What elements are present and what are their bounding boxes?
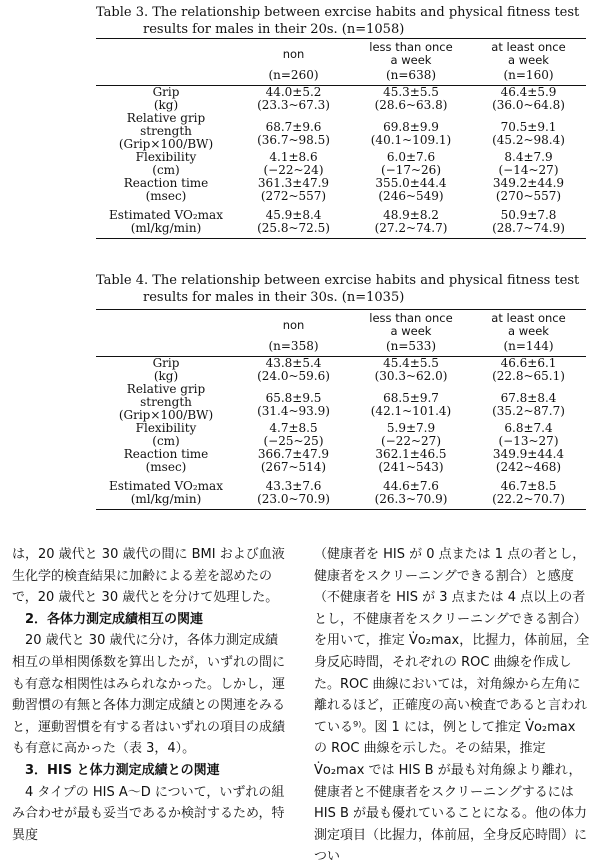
- table-4-caption-line1: Table 4. The relationship between exrcise habits and physical fitness test: [96, 273, 580, 288]
- table-row: [96, 383, 586, 422]
- table-3-grid: [96, 39, 586, 85]
- table-4-header-non: non: [282, 318, 305, 332]
- table-4-count-row: [96, 338, 586, 356]
- table-cell: 50.9±7.8 (28.7~74.9): [492, 208, 565, 235]
- table-cell: 44.0±5.2 (23.3~67.3): [257, 85, 330, 112]
- table-4-caption: [96, 272, 586, 306]
- table-cell: 366.7±47.9 (267~514): [257, 447, 330, 474]
- table-cell: 45.4±5.5 (30.3~62.0): [374, 356, 448, 383]
- table-cell: 43.3±7.6 (23.0~70.9): [257, 479, 330, 506]
- table-row: [96, 474, 586, 506]
- table-4-caption-line2: results for males in their 30s. (n=1035): [143, 290, 405, 305]
- row-label: Grip (kg): [152, 356, 180, 383]
- table-3-body: [96, 86, 586, 235]
- table-cell: 349.2±44.9 (270~557): [492, 176, 565, 203]
- table-cell: 355.0±44.4 (246~549): [375, 176, 447, 203]
- table-4-body: [96, 357, 586, 506]
- table-cell: 349.9±44.4 (242~468): [492, 447, 565, 474]
- table-cell: 5.9±7.9 (−22~27): [380, 421, 441, 448]
- table-4: [96, 272, 586, 510]
- table-row: [96, 151, 586, 177]
- row-label: Estimated VO₂max (ml/kg/min): [109, 479, 223, 506]
- section-heading: 2．各体力測定成績相互の関連: [12, 611, 204, 627]
- row-label: Estimated VO₂max (ml/kg/min): [109, 208, 223, 235]
- table-4-header-least: at least once a week: [491, 311, 566, 338]
- table-3-count: (n=160): [503, 68, 554, 82]
- row-label: Reaction time (msec): [123, 447, 209, 474]
- row-label: Relative grip strength (Grip×100/BW): [118, 111, 214, 151]
- right-column: [314, 544, 592, 868]
- table-3-caption-line1: Table 3. The relationship between exrcise habits and physical fitness test: [96, 5, 580, 20]
- table-3-caption-line2: results for males in their 20s. (n=1058): [143, 22, 405, 37]
- table-cell: 45.3±5.5 (28.6~63.8): [374, 85, 448, 112]
- table-3-count-row: [96, 67, 586, 85]
- table-row: [96, 422, 586, 448]
- row-label: Relative grip strength (Grip×100/BW): [118, 382, 214, 422]
- table-cell: 67.8±8.4 (35.2~87.7): [492, 391, 565, 418]
- row-label: Flexibility (cm): [135, 421, 197, 448]
- table-cell: 48.9±8.2 (27.2~74.7): [374, 208, 448, 235]
- paragraph: 4 タイプの HIS A～D について，いずれの組み合わせが最も妥当であるか検討するため，特異度: [12, 784, 285, 843]
- table-4-count: (n=144): [503, 339, 554, 353]
- table-cell: 361.3±47.9 (272~557): [257, 176, 330, 203]
- table-3-header-non: non: [282, 47, 305, 61]
- table-3-header-less: less than once a week: [369, 40, 453, 67]
- table-3-count: (n=638): [385, 68, 437, 82]
- table-cell: 46.4±5.9 (36.0~64.8): [492, 85, 565, 112]
- table-cell: 69.8±9.9 (40.1~109.1): [370, 120, 452, 147]
- table-cell: 4.1±8.6 (−22~24): [263, 150, 324, 177]
- table-cell: 70.5±9.1 (45.2~98.4): [492, 120, 565, 147]
- table-row: [96, 357, 586, 383]
- table-row: [96, 448, 586, 474]
- table-cell: 46.6±6.1 (22.8~65.1): [492, 356, 565, 383]
- table-4-header-less: less than once a week: [369, 311, 453, 338]
- paragraph: （健康者を HIS が 0 点または 1 点の者とし，健康者をスクリーニングできる割合）と感度（不健康者を HIS が 3 点または 4 点以上の者とし，不健康者をスクリーニングできる割合）を用いて，推定 V̇o₂max，比握力，体前屈，全身反応時間，それぞれの ROC 曲線を作成した。ROC 曲線においては，対角線から左角に離れるほど，正確度の高い検査であると言われている⁹⁾。図 1 には，例として推定 V̇o₂max の ROC 曲線を示した。その結果，推定 V̇o₂max では HIS B が最も対角線より離れ，健康者と不健康者をスクリーニングするには HIS B が最も優れていることになる。他の体力測定項目（比握力，体前屈，全身反応時間）につい: [314, 547, 590, 865]
- table-3-caption: [96, 4, 586, 38]
- table-row: [96, 203, 586, 235]
- table-4-header-row: [96, 310, 586, 338]
- table-4-count: (n=533): [385, 339, 437, 353]
- table-cell: 6.8±7.4 (−13~27): [498, 421, 559, 448]
- table-3-count: (n=260): [268, 68, 319, 82]
- table-4-count: (n=358): [268, 339, 319, 353]
- table-cell: 45.9±8.4 (25.8~72.5): [257, 208, 330, 235]
- table-cell: 8.4±7.9 (−14~27): [498, 150, 559, 177]
- table-4-bottom-rule: [96, 509, 586, 510]
- section-heading: 3．HIS と体力測定成績との関連: [12, 762, 220, 778]
- table-3-header-row: [96, 39, 586, 67]
- row-label: Flexibility (cm): [135, 150, 197, 177]
- table-cell: 68.7±9.6 (36.7~98.5): [257, 120, 330, 147]
- table-cell: 43.8±5.4 (24.0~59.6): [257, 356, 330, 383]
- paragraph: は，20 歳代と 30 歳代の間に BMI および血液生化学的検査結果に加齢による差を認めたので，20 歳代と 30 歳代とを分けて処理した。: [12, 547, 285, 606]
- table-4-grid: [96, 310, 586, 356]
- row-label: Reaction time (msec): [123, 176, 209, 203]
- table-row: [96, 86, 586, 112]
- table-cell: 46.7±8.5 (22.2~70.7): [492, 479, 565, 506]
- table-3-bottom-rule: [96, 238, 586, 239]
- table-row: [96, 177, 586, 203]
- left-column: [12, 544, 290, 846]
- table-3: [96, 4, 586, 239]
- row-label: Grip (kg): [152, 85, 180, 112]
- table-3-header-least: at least once a week: [491, 40, 566, 67]
- table-cell: 6.0±7.6 (−17~26): [380, 150, 441, 177]
- table-cell: 4.7±8.5 (−25~25): [263, 421, 324, 448]
- table-cell: 68.5±9.7 (42.1~101.4): [370, 391, 452, 418]
- table-cell: 362.1±46.5 (241~543): [375, 447, 447, 474]
- table-cell: 44.6±7.6 (26.3~70.9): [374, 479, 448, 506]
- paragraph: 20 歳代と 30 歳代に分け，各体力測定成績相互の単相関係数を算出したが，いずれの間にも有意な相関性はみられなかった。しかし，運動習慣の有無と各体力測定成績との関連をみると，運動習慣を有する者はいずれの項目の成績も有意に高かった（表 3，4）。: [12, 633, 286, 757]
- table-row: [96, 112, 586, 151]
- table-cell: 65.8±9.5 (31.4~93.9): [257, 391, 330, 418]
